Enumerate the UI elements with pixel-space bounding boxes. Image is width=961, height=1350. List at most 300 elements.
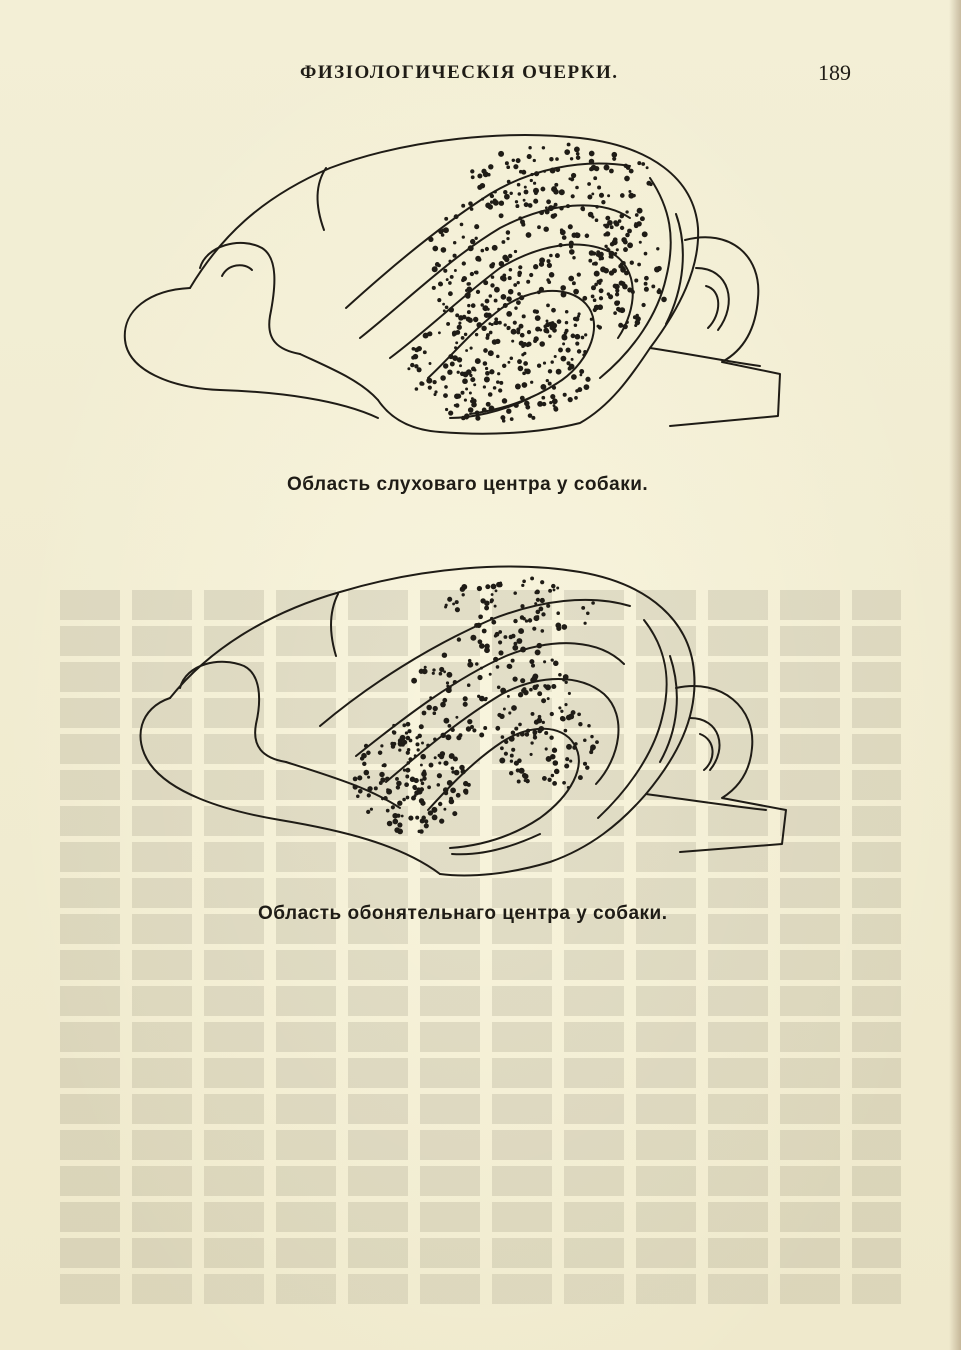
stipple-dot (555, 623, 561, 629)
stipple-dot (533, 615, 539, 621)
stipple-dot (514, 761, 519, 766)
stipple-dot (532, 673, 538, 679)
stipple-dot (499, 213, 504, 218)
stipple-dot (410, 363, 414, 367)
stipple-dot (574, 324, 578, 328)
stipple-dot (498, 650, 503, 655)
stipple-dot (553, 661, 559, 667)
stipple-dot (525, 619, 528, 622)
stipple-dot (562, 334, 567, 339)
stipple-dot (582, 353, 585, 356)
stipple-dot (424, 823, 429, 828)
stipple-dot (432, 266, 438, 272)
stipple-dot (419, 829, 423, 833)
stipple-dot (457, 357, 462, 362)
stipple-dot (466, 369, 472, 375)
stipple-dot (539, 210, 544, 215)
stipple-dot (461, 391, 465, 395)
stipple-dot (493, 657, 498, 662)
stipple-dot (573, 289, 579, 295)
stipple-dot (657, 266, 662, 271)
stipple-dot (417, 346, 422, 351)
stipple-dot (443, 269, 447, 273)
stipple-dot (613, 237, 618, 242)
stipple-dot (546, 379, 549, 382)
stipple-dot (467, 719, 472, 724)
stipple-dot (569, 364, 575, 370)
stipple-dot (423, 350, 427, 354)
stipple-dot (578, 722, 582, 726)
stipple-dot (428, 386, 432, 390)
stipple-dot (639, 241, 642, 244)
stipple-dot (516, 158, 521, 163)
stipple-dot (434, 756, 437, 759)
stipple-dot (548, 589, 552, 593)
stipple-dot (421, 771, 427, 777)
stipple-dot (571, 194, 575, 198)
stipple-dot (480, 598, 485, 603)
stipple-dot (455, 600, 459, 604)
stipple-dot (488, 350, 494, 356)
stipple-dot (508, 289, 514, 295)
stipple-dot (511, 730, 515, 734)
stipple-dot (470, 377, 475, 382)
stipple-dot (524, 186, 527, 189)
stipple-dot (443, 808, 446, 811)
stipple-dot (453, 241, 456, 244)
stipple-dot (507, 695, 510, 698)
stipple-dot (438, 761, 441, 764)
stipple-dot (447, 597, 452, 602)
stipple-dot (530, 381, 533, 384)
stipple-dot (432, 672, 435, 675)
stipple-dot (508, 276, 512, 280)
stipple-dot (511, 329, 517, 335)
stipple-dot (583, 762, 587, 766)
stipple-dot (553, 213, 557, 217)
stipple-dot (513, 619, 517, 623)
stipple-dot (644, 252, 648, 256)
stipple-dot (560, 285, 566, 291)
stipple-dot (565, 329, 569, 333)
stipple-dot (587, 195, 592, 200)
stipple-dot (594, 166, 599, 171)
stipple-dot (551, 684, 556, 689)
stipple-dot (476, 322, 482, 328)
stipple-dot (539, 341, 545, 347)
stipple-dot (404, 782, 409, 787)
stipple-dot (477, 173, 482, 178)
stipple-dot (477, 675, 482, 680)
stipple-dot (435, 262, 440, 267)
stipple-dot (565, 757, 569, 761)
stipple-dot (533, 159, 536, 162)
stipple-dot (367, 776, 370, 779)
stipple-dot (522, 687, 526, 691)
stipple-dot (443, 787, 449, 793)
stipple-dot (607, 194, 610, 197)
stipple-dot (528, 618, 532, 622)
stipple-dot (392, 731, 396, 735)
stipple-dot (559, 206, 563, 210)
stipple-dot (424, 819, 428, 823)
stipple-dot (571, 334, 576, 339)
stipple-dot (560, 228, 563, 231)
stipple-dot (519, 295, 524, 300)
stipple-dot (595, 218, 599, 222)
stipple-dot (503, 190, 507, 194)
stipple-dot (644, 282, 648, 286)
stipple-dot (545, 747, 548, 750)
stipple-dot (525, 732, 530, 737)
stipple-dot (610, 225, 614, 229)
stipple-dot (514, 727, 518, 731)
stipple-dot (537, 225, 541, 229)
stipple-dot (564, 763, 569, 768)
stipple-dot (417, 748, 420, 751)
stipple-dot (419, 724, 424, 729)
stipple-dot (445, 734, 451, 740)
stipple-dot (437, 783, 441, 787)
stipple-dot (401, 743, 405, 747)
stipple-dot (454, 404, 457, 407)
stipple-dot (433, 737, 437, 741)
stipple-dot (392, 742, 396, 746)
stipple-dot (461, 278, 465, 282)
stipple-dot (547, 697, 550, 700)
stipple-dot (383, 796, 388, 801)
stipple-dot (516, 638, 522, 644)
stipple-dot (575, 334, 581, 340)
stipple-dot (445, 408, 448, 411)
stipple-dot (642, 231, 648, 237)
stipple-dot (582, 296, 587, 301)
stipple-dot (461, 204, 465, 208)
stipple-dot (445, 305, 449, 309)
stipple-dot (562, 781, 566, 785)
stipple-dot (521, 353, 524, 356)
stipple-dot (446, 685, 449, 688)
stipple-dot (472, 728, 476, 732)
stipple-dot (442, 303, 445, 306)
page-number: 189 (818, 60, 851, 85)
stipple-dot (620, 226, 624, 230)
stipple-dot (470, 635, 476, 641)
stipple-dot (601, 200, 605, 204)
stipple-dot (439, 667, 444, 672)
stipple-dot (513, 164, 518, 169)
stipple-dot (552, 398, 558, 404)
stipple-dot (462, 378, 468, 384)
stipple-dot (568, 397, 573, 402)
stipple-dot (485, 247, 489, 251)
stipple-dot (555, 157, 559, 161)
stipple-dot (485, 697, 488, 700)
stipple-dot (607, 292, 610, 295)
stipple-dot (387, 821, 393, 827)
stipple-dot (551, 308, 556, 313)
stipple-dot (396, 781, 401, 786)
stipple-dot (488, 204, 493, 209)
stipple-dot (467, 282, 470, 285)
stipple-dot (612, 268, 617, 273)
stipple-dot (452, 811, 457, 816)
stipple-dot (535, 649, 541, 655)
stipple-dot (621, 237, 626, 242)
stipple-dot (364, 770, 370, 776)
stipple-dot (494, 299, 498, 303)
stipple-dot (507, 361, 510, 364)
stipple-dot (523, 774, 529, 780)
stipple-dot (615, 289, 619, 293)
stipple-dot (583, 350, 587, 354)
stipple-dot (552, 328, 557, 333)
stipple-dot (525, 369, 531, 375)
stipple-dot (503, 303, 508, 308)
stipple-dot (542, 721, 545, 724)
stipple-dot (448, 281, 452, 285)
stipple-dot (467, 683, 471, 687)
stipple-dot (595, 205, 598, 208)
stipple-dot (520, 678, 525, 683)
stipple-dot (543, 660, 546, 663)
stipple-dot (460, 223, 464, 227)
stipple-dot (585, 377, 590, 382)
stipple-dot (604, 245, 607, 248)
stipple-dot (505, 161, 509, 165)
stipple-dot (571, 358, 574, 361)
stipple-dot (506, 409, 511, 414)
stipple-dot (386, 809, 390, 813)
stipple-dot (539, 257, 545, 263)
stipple-dot (503, 635, 507, 639)
stipple-dot (406, 722, 411, 727)
stipple-dot (450, 275, 454, 279)
stipple-dot (571, 374, 577, 380)
stipple-dot (398, 748, 401, 751)
stipple-dot (661, 297, 667, 303)
stipple-dot (520, 647, 526, 653)
stipple-dot (528, 203, 533, 208)
stipple-dot (572, 256, 575, 259)
stipple-dot (386, 788, 389, 791)
stipple-dot (581, 336, 585, 340)
stipple-dot (507, 327, 510, 330)
stipple-dot (522, 382, 528, 388)
stipple-dot (364, 744, 368, 748)
stipple-dot (474, 369, 477, 372)
stipple-dot (415, 742, 419, 746)
stipple-dot (527, 154, 532, 159)
stipple-dot (490, 617, 493, 620)
stipple-dot (469, 392, 472, 395)
stipple-dot (589, 159, 595, 165)
stipple-dot (565, 310, 569, 314)
stipple-dot (366, 751, 371, 756)
stipple-dot (570, 715, 574, 719)
stipple-dot (551, 360, 554, 363)
stipple-dot (566, 348, 571, 353)
stipple-dot (499, 381, 503, 385)
stipple-dot (474, 623, 479, 628)
stipple-dot (523, 199, 526, 202)
stipple-dot (497, 713, 501, 717)
stipple-dot (523, 361, 528, 366)
stipple-dot (644, 287, 649, 292)
stipple-dot (627, 229, 632, 234)
stipple-dot (438, 802, 442, 806)
stipple-dot (611, 152, 617, 158)
stipple-dot (421, 742, 424, 745)
stipple-dot (543, 328, 548, 333)
stipple-dot (484, 377, 490, 383)
stipple-dot (625, 233, 630, 238)
stipple-dot (539, 328, 542, 331)
stipple-dot (446, 672, 452, 678)
stipple-dot (392, 813, 398, 819)
stipple-dot (561, 292, 567, 298)
stipple-dot (502, 274, 506, 278)
stipple-dot (446, 278, 449, 281)
stipple-dot (541, 698, 546, 703)
stipple-dot (474, 224, 479, 229)
stipple-dot (380, 744, 383, 747)
stipple-dot (543, 325, 547, 329)
stipple-dot (578, 775, 583, 780)
stipple-dot (488, 322, 491, 325)
stipple-dot (609, 255, 612, 258)
stipple-dot (536, 598, 540, 602)
stipple-dot (589, 167, 593, 171)
stipple-dot (525, 779, 529, 783)
stipple-dot (547, 263, 552, 268)
stipple-dot (422, 776, 426, 780)
stipple-dot (444, 217, 448, 221)
stipple-dot (411, 796, 416, 801)
stipple-dot (500, 688, 506, 694)
stipple-dot (512, 159, 515, 162)
stipple-dot (534, 336, 539, 341)
stipple-dot (493, 386, 497, 390)
brain-illustration (110, 548, 810, 893)
stipple-dot (454, 346, 457, 349)
stipple-dot (548, 382, 552, 386)
stipple-dot (565, 321, 569, 325)
stipple-dot (362, 762, 366, 766)
stipple-dot (433, 393, 436, 396)
stipple-dot (488, 164, 493, 169)
stipple-dot (540, 580, 544, 584)
stipple-dot (438, 331, 441, 334)
stipple-dot (502, 364, 506, 368)
stipple-dot (477, 586, 482, 591)
stipple-dot (613, 311, 617, 315)
stipple-dot (575, 389, 579, 393)
stipple-dot (513, 321, 517, 325)
stipple-dot (548, 369, 552, 373)
stipple-dot (489, 263, 494, 268)
stipple-dot (395, 777, 399, 781)
stipple-dot (518, 265, 522, 269)
stipple-dot (451, 728, 455, 732)
page-edge-shadow (949, 0, 961, 1350)
stipple-dot (442, 698, 447, 703)
stipple-dot (599, 193, 604, 198)
stipple-dot (630, 261, 634, 265)
stipple-dot (535, 315, 541, 321)
stipple-dot (585, 234, 590, 239)
stipple-dot (397, 801, 402, 806)
stipple-dot (485, 367, 488, 370)
stipple-dot (641, 162, 645, 166)
stipple-dot (591, 295, 595, 299)
stipple-dot (468, 407, 474, 413)
stipple-dot (500, 415, 505, 420)
stipple-dot (470, 169, 474, 173)
stipple-dot (491, 620, 496, 625)
stipple-dot (529, 688, 533, 692)
stipple-dot (496, 380, 500, 384)
stipple-dot (644, 276, 649, 281)
stipple-dot (481, 198, 484, 201)
stipple-dot (522, 579, 526, 583)
stipple-dot (456, 793, 461, 798)
stipple-dot (618, 323, 623, 328)
stipple-dot (517, 292, 521, 296)
stipple-dot (479, 733, 484, 738)
stipple-dot (481, 696, 484, 699)
stipple-dot (419, 798, 424, 803)
stipple-dot (624, 271, 627, 274)
stipple-dot (613, 284, 618, 289)
stipple-dot (495, 632, 500, 637)
stipple-dot (452, 333, 456, 337)
stipple-dot (547, 778, 551, 782)
stipple-dot (504, 194, 510, 200)
stipple-dot (454, 214, 459, 219)
stipple-dot (497, 686, 501, 690)
stipple-dot (427, 785, 431, 789)
stipple-dot (529, 659, 534, 664)
stipple-dot (391, 805, 395, 809)
stipple-dot (519, 768, 525, 774)
stipple-dot (558, 706, 561, 709)
stipple-dot (526, 232, 532, 238)
stipple-dot (437, 298, 441, 302)
stipple-dot (456, 394, 461, 399)
stipple-dot (510, 760, 513, 763)
stipple-dot (567, 786, 570, 789)
stipple-dot (501, 294, 507, 300)
stipple-dot (584, 384, 590, 390)
stipple-dot (494, 287, 500, 293)
stipple-dot (511, 634, 515, 638)
stipple-dot (604, 165, 610, 171)
stipple-dot (480, 667, 483, 670)
stipple-dot (481, 249, 485, 253)
stipple-dot (493, 198, 497, 202)
stipple-dot (540, 598, 544, 602)
stipple-dot (555, 167, 560, 172)
stipple-dot (511, 748, 515, 752)
stipple-dot (543, 362, 546, 365)
stipple-dot (497, 372, 500, 375)
stipple-dot (517, 780, 521, 784)
stipple-dot (515, 384, 521, 390)
stipple-dot (414, 754, 417, 757)
stipple-dot (504, 752, 508, 756)
stipple-dot (576, 155, 581, 160)
